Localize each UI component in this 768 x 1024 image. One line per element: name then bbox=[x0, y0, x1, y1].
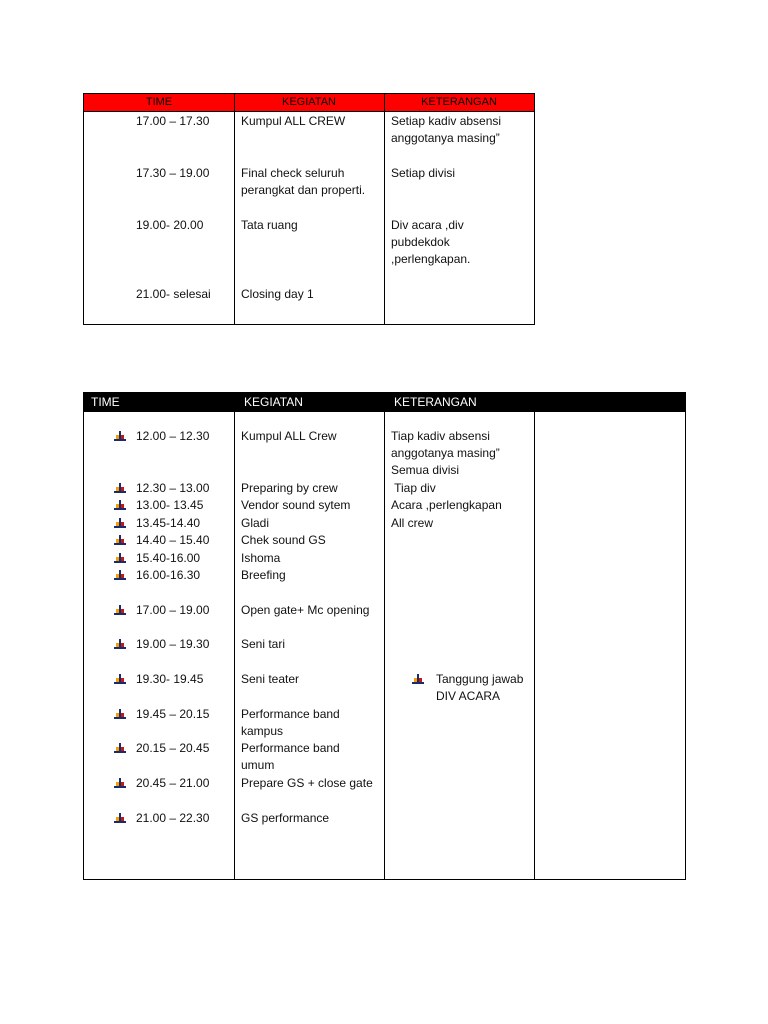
activity-cell: Tata ruang bbox=[241, 218, 298, 232]
activity-cell: Chek sound GS bbox=[241, 533, 326, 547]
activity-cell: Preparing by crew bbox=[241, 481, 338, 495]
note-cell: Semua divisi bbox=[391, 463, 460, 477]
note-cell: Acara ,perlengkapan bbox=[391, 498, 502, 512]
note-cell: Tiap kadiv absensi bbox=[391, 429, 490, 443]
time-cell: 17.30 – 19.00 bbox=[136, 166, 210, 180]
activity-cell: Closing day 1 bbox=[241, 287, 314, 301]
time-cell: 12.30 – 13.00 bbox=[136, 481, 210, 495]
activity-cell: perangkat dan properti. bbox=[241, 183, 366, 197]
time-cell: 17.00 – 19.00 bbox=[136, 603, 210, 617]
activity-cell: Prepare GS + close gate bbox=[241, 776, 373, 790]
note-cell: Setiap kadiv absensi bbox=[391, 114, 502, 128]
time-cell: 19.00- 20.00 bbox=[136, 218, 204, 232]
time-cell: 20.45 – 21.00 bbox=[136, 776, 210, 790]
activity-cell: Kumpul ALL CREW bbox=[241, 114, 346, 128]
activity-cell: Ishoma bbox=[241, 551, 281, 565]
note-cell: anggotanya masing” bbox=[391, 131, 500, 145]
bullet-icon bbox=[113, 569, 127, 583]
column-divider bbox=[234, 412, 235, 879]
note-cell: DIV ACARA bbox=[436, 689, 501, 703]
activity-cell: Seni tari bbox=[241, 637, 286, 651]
note-cell: Setiap divisi bbox=[391, 166, 456, 180]
bullet-icon bbox=[113, 604, 127, 618]
activity-cell: Gladi bbox=[241, 516, 270, 530]
activity-cell: GS performance bbox=[241, 811, 330, 825]
time-cell: 21.00- selesai bbox=[136, 287, 211, 301]
bullet-icon bbox=[113, 552, 127, 566]
time-cell: 12.00 – 12.30 bbox=[136, 429, 210, 443]
note-cell: ,perlengkapan. bbox=[391, 252, 471, 266]
column-divider bbox=[234, 94, 235, 324]
column-divider bbox=[384, 412, 385, 879]
time-cell: 15.40-16.00 bbox=[136, 551, 201, 565]
bullet-icon bbox=[411, 673, 425, 687]
note-cell: anggotanya masing” bbox=[391, 446, 500, 460]
bullet-icon bbox=[113, 777, 127, 791]
activity-cell: Performance band bbox=[241, 707, 340, 721]
note-cell: Div acara ,div bbox=[391, 218, 464, 232]
column-divider bbox=[384, 94, 385, 324]
time-cell: 16.00-16.30 bbox=[136, 568, 201, 582]
time-cell: 13.00- 13.45 bbox=[136, 498, 204, 512]
header-keterangan: KETERANGAN bbox=[421, 96, 497, 108]
time-cell: 20.15 – 20.45 bbox=[136, 741, 210, 755]
activity-cell: Vendor sound sytem bbox=[241, 498, 351, 512]
bullet-icon bbox=[113, 499, 127, 513]
activity-cell: Kumpul ALL Crew bbox=[241, 429, 337, 443]
bullet-icon bbox=[113, 534, 127, 548]
column-divider bbox=[534, 412, 535, 879]
time-cell: 19.30- 19.45 bbox=[136, 672, 204, 686]
header-time: TIME bbox=[91, 395, 120, 409]
time-cell: 19.00 – 19.30 bbox=[136, 637, 210, 651]
bullet-icon bbox=[113, 812, 127, 826]
bullet-icon bbox=[113, 430, 127, 444]
activity-cell: Breefing bbox=[241, 568, 286, 582]
header-time: TIME bbox=[145, 96, 173, 108]
activity-cell: Performance band bbox=[241, 741, 340, 755]
time-cell: 13.45-14.40 bbox=[136, 516, 201, 530]
time-cell: 19.45 – 20.15 bbox=[136, 707, 210, 721]
header-keterangan: KETERANGAN bbox=[394, 395, 477, 409]
bullet-icon bbox=[113, 482, 127, 496]
bullet-icon bbox=[113, 673, 127, 687]
schedule-table-day1 bbox=[83, 93, 535, 325]
header-kegiatan: KEGIATAN bbox=[282, 96, 336, 108]
time-cell: 21.00 – 22.30 bbox=[136, 811, 210, 825]
time-cell: 14.40 – 15.40 bbox=[136, 533, 210, 547]
table-header bbox=[84, 393, 685, 412]
note-cell: pubdekdok bbox=[391, 235, 450, 249]
activity-cell: Final check seluruh bbox=[241, 166, 345, 180]
activity-cell: umum bbox=[241, 758, 275, 772]
schedule-table-day2 bbox=[83, 392, 686, 880]
time-cell: 17.00 – 17.30 bbox=[136, 114, 210, 128]
activity-cell: Open gate+ Mc opening bbox=[241, 603, 370, 617]
table-header bbox=[84, 94, 534, 112]
header-kegiatan: KEGIATAN bbox=[244, 395, 303, 409]
note-cell: Tiap div bbox=[391, 481, 436, 495]
activity-cell: kampus bbox=[241, 724, 284, 738]
activity-cell: Seni teater bbox=[241, 672, 300, 686]
bullet-icon bbox=[113, 517, 127, 531]
bullet-icon bbox=[113, 708, 127, 722]
bullet-icon bbox=[113, 638, 127, 652]
note-cell: All crew bbox=[391, 516, 434, 530]
note-cell: Tanggung jawab bbox=[436, 672, 524, 686]
bullet-icon bbox=[113, 742, 127, 756]
